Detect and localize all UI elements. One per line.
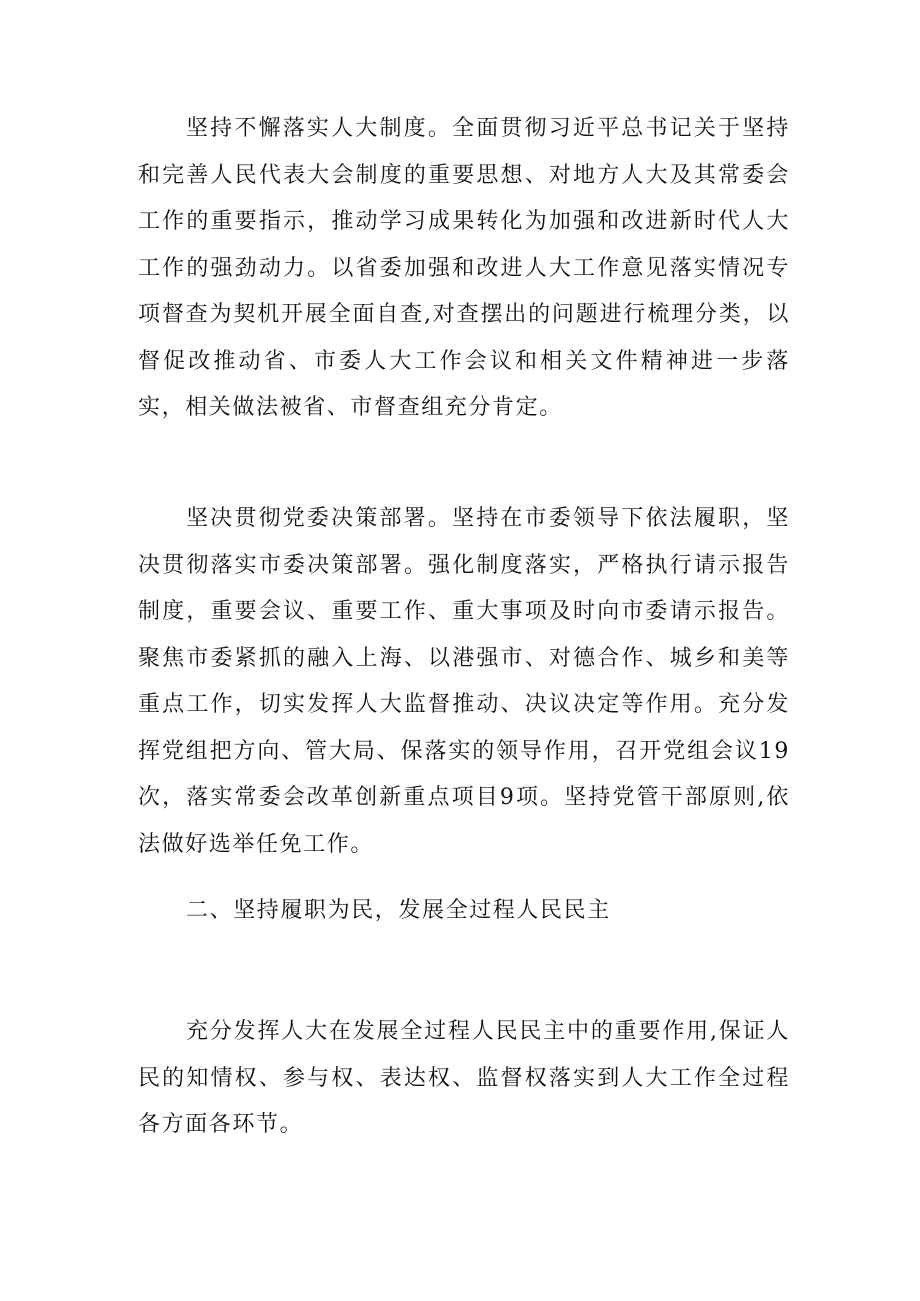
section-heading: 二、坚持履职为民，发展全过程人民民主 xyxy=(186,898,611,923)
paragraph-institution: 坚持不懈落实人大制度。全面贯彻习近平总书记关于坚持和完善人民代表大会制度的重要思想、对地方人大及其常委会工作的重要指示，推动学习成果转化为加强和改进新时代人大工作的强劲动力。以省委加强和改进人大工作意见落实情况专项督查为契机开展全面自查,对查摆出的问题进行梳理分类，以督促改推动省、市委人大工作会议和相关文件精神进一步落实，相关做法被省、市督查组充分肯定。 xyxy=(138,116,790,420)
paragraph-democracy: 充分发挥人大在发展全过程人民民主中的重要作用,保证人民的知情权、参与权、表达权、监督权落实到人大工作全过程各方面各环节。 xyxy=(138,1019,790,1137)
paragraph-party-decisions: 坚决贯彻党委决策部署。坚持在市委领导下依法履职，坚决贯彻落实市委决策部署。强化制度落实，严格执行请示报告制度，重要会议、重要工作、重大事项及时向市委请示报告。聚焦市委紧抓的融入上海、以港强市、对德合作、城乡和美等重点工作，切实发挥人大监督推动、决议决定等作用。充分发挥党组把方向、管大局、保落实的领导作用，召开党组会议19次，落实常委会改革创新重点项目9项。坚持党管干部原则,依法做好选举任免工作。 xyxy=(138,506,790,857)
